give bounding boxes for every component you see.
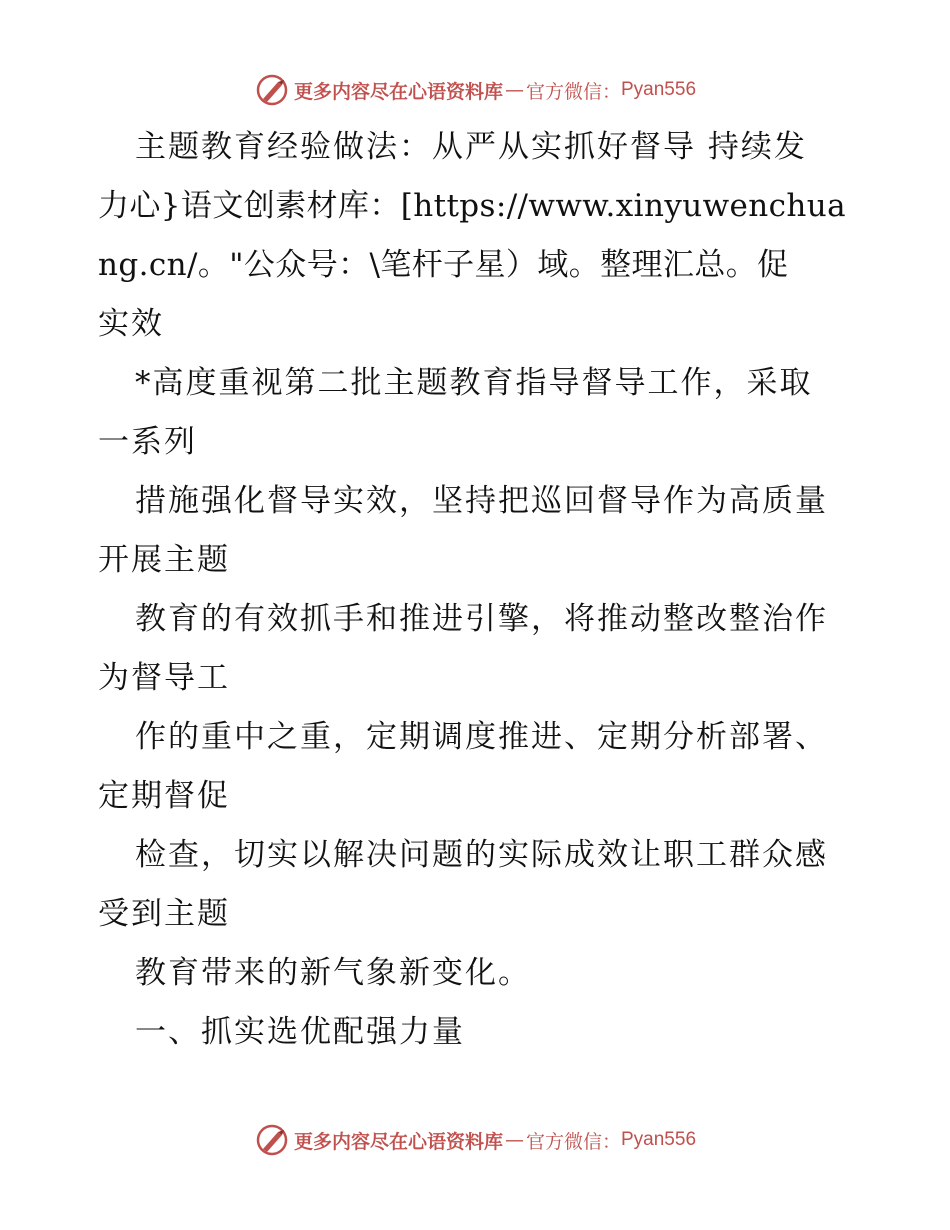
text-line: 实效 [98, 306, 164, 342]
pen-logo-icon [254, 72, 290, 108]
text-line: 作的重中之重，定期调度推进、定期分析部署、 [135, 719, 828, 755]
watermark-official-label: 官方微信： [525, 1130, 621, 1153]
watermark-official-label: 官方微信： [525, 80, 621, 103]
section-heading: 一、抓实选优配强力量 [135, 1014, 465, 1050]
text-line: 主题教育经验做法：从严从实抓好督导 持续发 [135, 129, 807, 165]
watermark-wechat-id: Pyan556 [621, 1129, 697, 1150]
pen-logo-icon [254, 1122, 290, 1158]
header-watermark [0, 70, 950, 110]
text-line: *高度重视第二批主题教育指导督导工作，采取 [135, 365, 813, 401]
text-line: 检查，切实以解决问题的实际成效让职工群众感 [135, 837, 828, 873]
text-line: 力心}语文创素材库：[https://www.xinyuwenchua [98, 188, 847, 224]
watermark-main-text: 更多内容尽在心语资料库 [293, 80, 503, 103]
text-line: 措施强化督导实效，坚持把巡回督导作为高质量 [135, 483, 828, 519]
text-line: 教育的有效抓手和推进引擎，将推动整改整治作 [135, 601, 828, 637]
text-line: 受到主题 [98, 896, 230, 932]
text-line: 教育带来的新气象新变化。 [135, 955, 531, 991]
text-line: 一系列 [98, 424, 197, 460]
watermark-dash: — [504, 79, 524, 101]
text-line: 开展主题 [98, 542, 230, 578]
footer-watermark [0, 1120, 950, 1160]
text-line: ng.cn/。"公众号：\笔杆子星）域。整理汇总。促 [98, 247, 789, 283]
document-body [98, 118, 854, 1062]
text-line: 为督导工 [98, 660, 230, 696]
text-line: 定期督促 [98, 778, 230, 814]
watermark-main-text: 更多内容尽在心语资料库 [293, 1130, 503, 1153]
watermark-wechat-id: Pyan556 [621, 79, 697, 100]
watermark-dash: — [504, 1129, 524, 1151]
